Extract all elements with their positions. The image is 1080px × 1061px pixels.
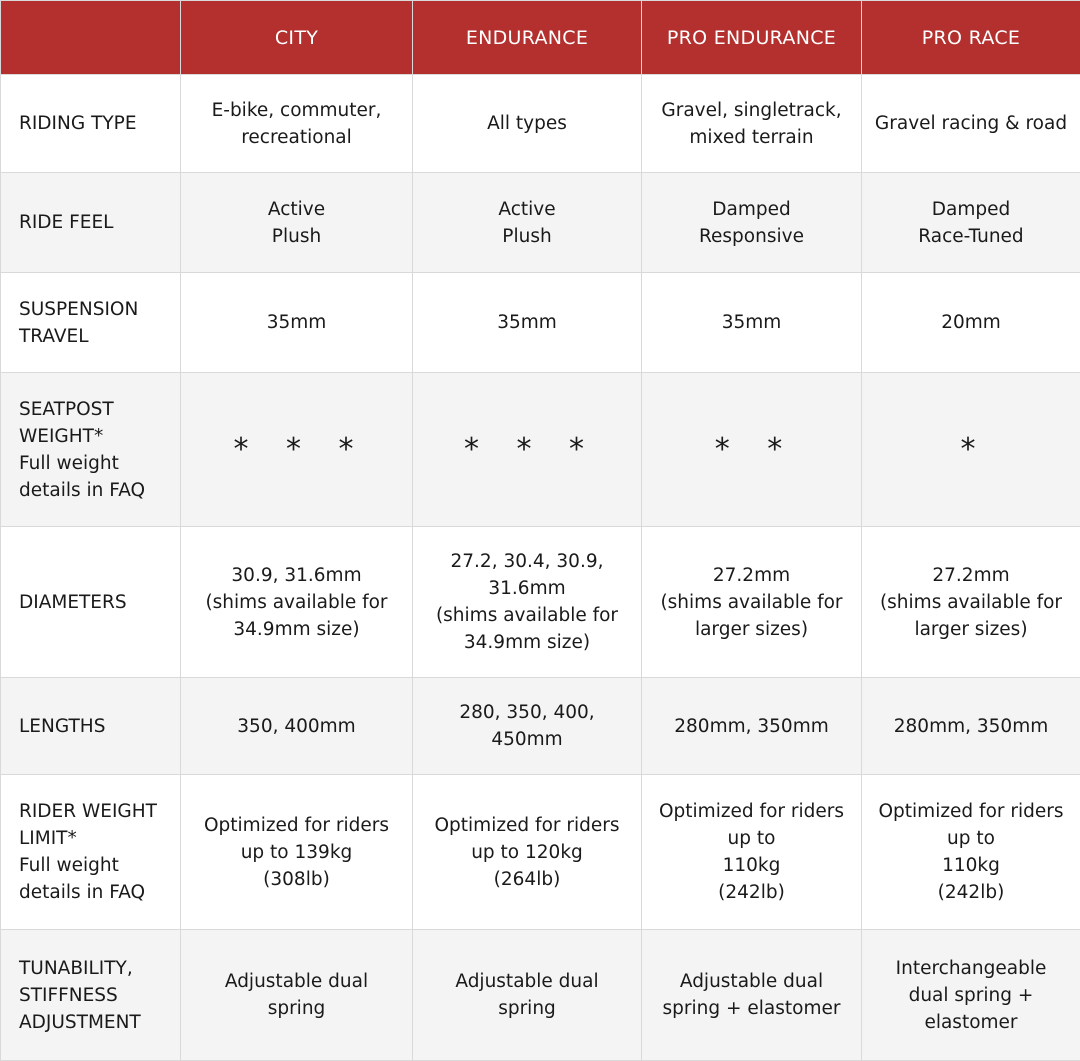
cell-pro-endurance: Gravel, singletrack, mixed terrain [642,75,862,173]
cell-pro-race: Gravel racing & road [862,75,1080,173]
row-label: DIAMETERS [1,527,181,678]
star-rating-city: * * * [181,373,413,527]
row-lengths [1,678,1080,775]
row-ride-feel [1,173,1080,273]
star-rating-pro-race: * [862,373,1080,527]
row-diameters [1,527,1080,678]
star-rating-endurance: * * * [413,373,642,527]
cell-endurance: 27.2, 30.4, 30.9, 31.6mm (shims available for 34.9mm size) [413,527,642,678]
row-label: TUNABILITY, STIFFNESS ADJUSTMENT [1,930,181,1061]
cell-pro-race: 20mm [862,273,1080,373]
cell-endurance: Active Plush [413,173,642,273]
column-header-pro-endurance: PRO ENDURANCE [642,1,862,75]
cell-endurance: Optimized for riders up to 120kg (264lb) [413,775,642,930]
cell-pro-race: Damped Race-Tuned [862,173,1080,273]
cell-pro-race: 27.2mm (shims available for larger sizes) [862,527,1080,678]
cell-city: Optimized for riders up to 139kg (308lb) [181,775,413,930]
row-rider-weight-limit [1,775,1080,930]
cell-city: 35mm [181,273,413,373]
row-riding-type [1,75,1080,173]
cell-endurance: All types [413,75,642,173]
column-header-endurance: ENDURANCE [413,1,642,75]
cell-pro-endurance: 35mm [642,273,862,373]
header-corner-cell [1,1,181,75]
cell-city: 350, 400mm [181,678,413,775]
cell-pro-endurance: 27.2mm (shims available for larger sizes) [642,527,862,678]
cell-pro-race: 280mm, 350mm [862,678,1080,775]
cell-pro-race: Optimized for riders up to 110kg (242lb) [862,775,1080,930]
row-label: RIDING TYPE [1,75,181,173]
row-label: RIDER WEIGHT LIMIT* Full weight details in FAQ [1,775,181,930]
row-label: LENGTHS [1,678,181,775]
column-header-city: CITY [181,1,413,75]
row-suspension-travel [1,273,1080,373]
cell-city: 30.9, 31.6mm (shims available for 34.9mm size) [181,527,413,678]
cell-city: Adjustable dual spring [181,930,413,1061]
cell-endurance: 35mm [413,273,642,373]
cell-endurance: 280, 350, 400, 450mm [413,678,642,775]
cell-pro-endurance: Adjustable dual spring + elastomer [642,930,862,1061]
row-label: SUSPENSION TRAVEL [1,273,181,373]
column-header-pro-race: PRO RACE [862,1,1080,75]
cell-pro-race: Interchangeable dual spring + elastomer [862,930,1080,1061]
cell-city: Active Plush [181,173,413,273]
row-label: RIDE FEEL [1,173,181,273]
cell-pro-endurance: Damped Responsive [642,173,862,273]
cell-pro-endurance: 280mm, 350mm [642,678,862,775]
header-row [1,1,1080,75]
cell-endurance: Adjustable dual spring [413,930,642,1061]
cell-city: E-bike, commuter, recreational [181,75,413,173]
row-seatpost-weight [1,373,1080,527]
cell-pro-endurance: Optimized for riders up to 110kg (242lb) [642,775,862,930]
row-tunability [1,930,1080,1061]
row-label: SEATPOST WEIGHT* Full weight details in FAQ [1,373,181,527]
star-rating-pro-endurance: * * [642,373,862,527]
